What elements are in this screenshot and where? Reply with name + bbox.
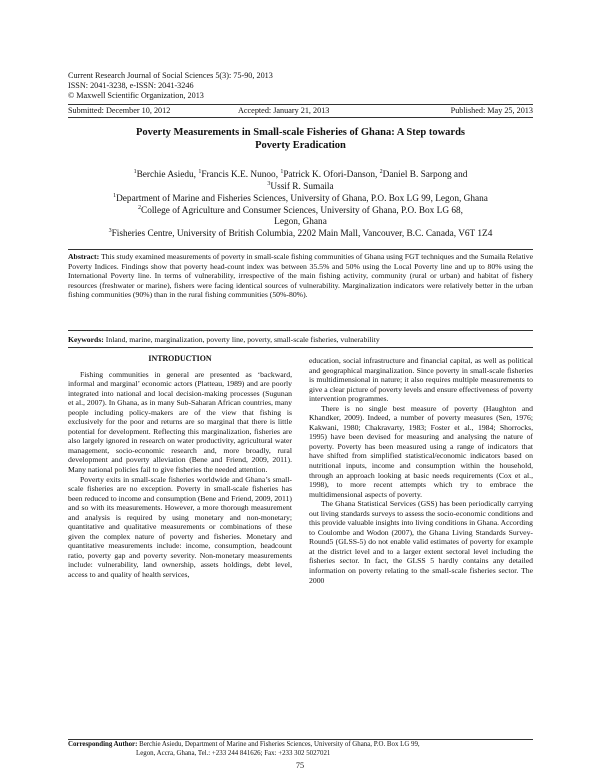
title-line-2: Poverty Eradication — [255, 140, 346, 151]
abstract — [68, 252, 533, 300]
page-number: 75 — [295, 761, 305, 770]
body-paragraph: education, social infrastructure and financial capital, as well as political and geographical marginalization. Since poverty in small-scale fisheries is multidimensional in nature; it also requires multiple measurements to give a clear picture of poverty levels and ensure effectiveness of poverty intervention programmes. — [309, 356, 533, 404]
author-2: Francis K.E. Nunoo, — [201, 170, 279, 180]
author-list: $^1$Berchie Asiedu, $^1$Francis K.E. Nunoo, $^1$Patrick K. Ofori-Danson, $^2$Daniel B. Sarpong and $^3$Ussif R. Sumaila — [133, 169, 468, 192]
accepted-date: Accepted: January 21, 2013 — [238, 106, 330, 115]
abstract-text: This study examined measurements of poverty in small-scale fishing communities of Ghana using FGT techniques and the Sumaila Relative Poverty Indices. Findings show that poverty head-count index was between 35.5% and 50% using the Local Poverty line and up to 80% using the International Poverty line. In terms of vulnerability, irrespective of the main fishing activity, community (rural or urban) and habitat of fishery resources (freshwater or marine), fishers were facing identical sources of vulnerability. Marginalization indicators were relatively better in the urban fishing communities (90%) than in the rural fishing communities (50%-80%). — [68, 252, 533, 300]
abstract-top-rule — [68, 249, 533, 250]
affiliation-1: Department of Marine and Fisheries Sciences, University of Ghana, P.O. Box LG 99, Legon, Ghana — [116, 194, 488, 204]
keywords-rule — [68, 347, 533, 348]
submitted-date: Submitted: December 10, 2012 — [68, 106, 171, 115]
author-4: Daniel B. Sarpong and — [382, 170, 468, 180]
header-top-rule — [68, 104, 533, 105]
affiliation-3: Fisheries Centre, University of British Columbia, 2202 Main Mall, Vancouver, B.C. Canada, V6T 1Z4 — [111, 228, 493, 239]
corresponding-contact: Legon, Accra, Ghana, Tel.: +233 244 841626; Fax: +233 302 5027021 — [136, 749, 331, 757]
keywords-text: Inland, marine, marginalization, poverty line, poverty, small-scale fisheries, vulnerability — [105, 335, 380, 344]
journal-citation: Current Research Journal of Social Sciences 5(3): 75-90, 2013 — [68, 71, 273, 80]
right-column — [309, 356, 533, 585]
keywords — [68, 335, 533, 345]
affiliation-2-cont: Legon, Ghana — [274, 217, 327, 227]
keywords-label: Keywords: — [68, 335, 104, 344]
affiliation-2: College of Agriculture and Consumer Sciences, University of Ghana, P.O. Box LG 68, — [141, 205, 463, 216]
section-heading-introduction: INTRODUCTION — [148, 354, 212, 363]
body-paragraph: Fishing communities in general are presented as ‘backward, informal and marginal’ economic actors (Platteau, 1989) and are poorly integrated into national and local decision-making processes (Sugunan et al., 2007). In Ghana, as in many Sub-Saharan African countries, many people including policy-makers are of the view that fishing is exclusively for the poor and returns are so marginal that there is little potential for development. Reflecting this marginalization, fisheries are also largely ignored in research on water productivity, agricultural water management, socio-economic research and, more broadly, rural development and poverty alleviation (Bene and Friend, 2009, 2011). Many national policies fail to give fisheries the needed attention. — [68, 369, 292, 475]
left-column — [68, 354, 292, 580]
author-1: Berchie Asiedu, — [136, 170, 196, 180]
author-5: Ussif R. Sumaila — [270, 181, 334, 192]
body-paragraph: There is no single best measure of poverty (Haughton and Khandker, 2009). Indeed, a number of poverty measures (Sen, 1976; Kakwani, 1980; Chakravarty, 1983; Foster et al., 1984; Shorrocks, 1995) have been devised for measuring and analysing the nature of poverty. Poverty has been measured using a range of indicators that have shifted from simplified statistical/economic indicators based on nutritional inputs, income and consumption within the household, through an approach looking at basic needs requirements (Cox et al., 1998), to more recent attempts which try to embrace the multidimensional aspects of poverty. — [309, 403, 533, 499]
dates-line — [68, 106, 533, 116]
issn-line: ISSN: 2041-3238, e-ISSN: 2041-3246 — [68, 81, 194, 90]
copyright-line: © Maxwell Scientific Organization, 2013 — [68, 91, 204, 100]
published-date: Published: May 25, 2013 — [450, 106, 533, 115]
footnote-rule — [68, 739, 533, 740]
paper-title — [68, 126, 533, 152]
corresponding-author-note — [68, 741, 533, 758]
title-line-1: Poverty Measurements in Small-scale Fisheries of Ghana: A Step towards — [135, 127, 466, 138]
body-paragraph: The Ghana Statistical Services (GSS) has been periodically carrying out living standards surveys to assess the socio-economic conditions and this provide valuable insights into living conditions in Ghana. According to Coulombe and Wodon (2007), the Ghana Living Standards Survey-Round5 (GLSS-5) do not enable valid estimates of poverty for example at the district level and to a larger extent sectoral level including the fisheries sector. In fact, the GLSS 5 hardly contains any detailed information on poverty relating to the small-scale fisheries sector. The 2000 — [309, 499, 533, 585]
abstract-bottom-rule — [68, 330, 533, 331]
header-bottom-rule — [68, 117, 533, 118]
corresponding-label: Corresponding Author: — [68, 741, 138, 748]
body-paragraph: Poverty exits in small-scale fisheries worldwide and Ghana’s small-scale fisheries are no exception. Poverty in small-scale fisheries has been reduced to income and consumption (Bene and Friend, 2009, 2011) and so with its measurements. However, a more thorough measurement and analysis is required by using monetary and non-monetary; quantitative and qualitative measurements or combinations of these given the complex nature of poverty and fisheries. Monetary and quantitative measurements include: income, consumption, headcount ratio, poverty gap and poverty severity. Non-monetary measurements include: vulnerability, land ownership, assets holdings, debt level, access to and quality of health services, — [68, 474, 292, 580]
corresponding-text: Berchie Asiedu, Department of Marine and Fisheries Sciences, University of Ghana, P.O. Box LG 99, — [139, 741, 420, 748]
abstract-label: Abstract: — [68, 252, 100, 261]
affiliations: $^1$Department of Marine and Fisheries Sciences, University of Ghana, P.O. Box LG 99, Legon, Ghana $^2$College of Agriculture and Consumer Sciences, University of Ghana, P.O. Box LG 68, Legon, Ghana $^3$Fisheries Centre, University of British Columbia, 2202 Main Mall, Vancouver, B.C. Canada, V6T 1Z4 — [68, 194, 533, 240]
author-3: Patrick K. Ofori-Danson, — [283, 170, 378, 180]
